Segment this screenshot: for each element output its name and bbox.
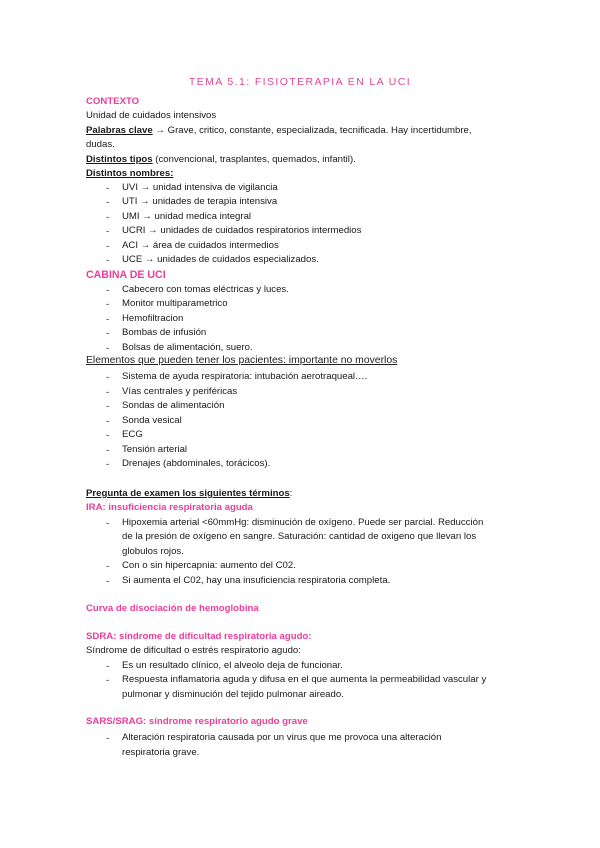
bullet-dash: - bbox=[106, 661, 110, 672]
list-item: Drenajes (abdominales, torácicos). bbox=[122, 458, 271, 469]
bullet-dash: - bbox=[106, 401, 110, 412]
list-item: Monitor multiparametrico bbox=[122, 298, 228, 309]
list-item: Vías centrales y periféricas bbox=[122, 386, 238, 397]
bullet-dash: - bbox=[106, 226, 110, 237]
bullet-dash: - bbox=[106, 733, 110, 744]
distintos-tipos-text: (convencional, trasplantes, quemados, infantil). bbox=[152, 154, 356, 165]
list-item: Si aumenta el C02, hay una insuficiencia respiratoria completa. bbox=[122, 575, 391, 586]
section-heading-sdra: SDRA: síndrome de dificultad respiratoria agudo: bbox=[86, 631, 312, 642]
distintos-tipos-label: Distintos tipos bbox=[86, 154, 153, 165]
bullet-dash: - bbox=[106, 299, 110, 310]
bullet-dash: - bbox=[106, 518, 110, 529]
sdra-line: Síndrome de dificultad o estrés respiratorio agudo: bbox=[86, 645, 301, 656]
list-item: Con o sin hipercapnia: aumento del C02. bbox=[122, 560, 296, 571]
list-item: ACI → área de cuidados intermedios bbox=[122, 240, 279, 251]
list-item: Bolsas de alimentación, suero. bbox=[122, 342, 253, 353]
section-heading-sars: SARS/SRAG: síndrome respiratorio agudo grave bbox=[86, 716, 308, 727]
list-item: UVI → unidad intensiva de vigilancia bbox=[122, 182, 278, 193]
palabras-clave-label: Palabras clave bbox=[86, 125, 153, 136]
bullet-dash: - bbox=[106, 212, 110, 223]
list-item: UCE → unidades de cuidados especializados. bbox=[122, 254, 319, 265]
list-item: Sonda vesical bbox=[122, 415, 182, 426]
palabras-clave-cont: dudas. bbox=[86, 139, 115, 150]
list-item: Hemofiltracion bbox=[122, 313, 184, 324]
pregunta-line bbox=[86, 488, 292, 500]
list-item: ECG bbox=[122, 429, 143, 440]
bullet-dash: - bbox=[106, 576, 110, 587]
list-item: UCRI → unidades de cuidados respiratorios intermedios bbox=[122, 225, 362, 236]
distintos-nombres-label: Distintos nombres: bbox=[86, 168, 174, 179]
distintos-tipos-line bbox=[86, 154, 356, 166]
bullet-dash: - bbox=[106, 197, 110, 208]
list-item: Tensión arterial bbox=[122, 444, 188, 455]
list-item: Sistema de ayuda respiratoria: intubación aerotraqueal…. bbox=[122, 371, 368, 382]
list-item-cont: de la presión de oxígeno en sangre. Saturación: cantidad de oxigeno que llevan los bbox=[122, 531, 477, 542]
section-heading-contexto: CONTEXTO bbox=[86, 96, 140, 107]
bullet-dash: - bbox=[106, 372, 110, 383]
section-heading-curva: Curva de disociación de hemoglobina bbox=[86, 603, 259, 614]
bullet-dash: - bbox=[106, 343, 110, 354]
list-item: Cabecero con tomas eléctricas y luces. bbox=[122, 284, 289, 295]
list-item: Respuesta inflamatoria aguda y difusa en el que aumenta la permeabilidad vascular y bbox=[122, 674, 487, 685]
bullet-dash: - bbox=[106, 328, 110, 339]
bullet-dash: - bbox=[106, 285, 110, 296]
bullet-dash: - bbox=[106, 314, 110, 325]
list-item: Bombas de infusión bbox=[122, 327, 207, 338]
list-item: Es un resultado clínico, el alveolo deja de funcionar. bbox=[122, 660, 343, 671]
section-heading-cabina: CABINA DE UCI bbox=[86, 269, 166, 281]
contexto-line: Unidad de cuidados intensivos bbox=[86, 110, 217, 121]
section-heading-elementos: Elementos que pueden tener los pacientes: importante no moverlos bbox=[86, 355, 398, 366]
list-item-cont: pulmonar y disminución del tejido pulmonar aireado. bbox=[122, 689, 344, 700]
list-item: UTI → unidades de terapia intensiva bbox=[122, 196, 278, 207]
bullet-dash: - bbox=[106, 255, 110, 266]
list-item: Alteración respiratoria causada por un virus que me provoca una alteración bbox=[122, 732, 442, 743]
bullet-dash: - bbox=[106, 416, 110, 427]
bullet-dash: - bbox=[106, 387, 110, 398]
section-heading-ira: IRA: insuficiencia respiratoria aguda bbox=[86, 502, 253, 513]
list-item: Sondas de alimentación bbox=[122, 400, 225, 411]
list-item-cont: globulos rojos. bbox=[122, 546, 184, 557]
bullet-dash: - bbox=[106, 561, 110, 572]
palabras-clave-text: → Grave, critico, constante, especializada, tecnificada. Hay incertidumbre, bbox=[152, 125, 472, 136]
bullet-dash: - bbox=[106, 183, 110, 194]
bullet-dash: - bbox=[106, 445, 110, 456]
bullet-dash: - bbox=[106, 241, 110, 252]
bullet-dash: - bbox=[106, 675, 110, 686]
bullet-dash: - bbox=[106, 430, 110, 441]
page-title: TEMA 5.1: FISIOTERAPIA EN LA UCI bbox=[188, 76, 412, 88]
list-item: Hipoxemia arterial <60mmHg: disminución de oxígeno. Puede ser parcial. Reducción bbox=[122, 517, 484, 528]
pregunta-colon: : bbox=[289, 488, 293, 499]
list-item-cont: respiratoria grave. bbox=[122, 747, 200, 758]
list-item: UMI → unidad medica integral bbox=[122, 211, 252, 222]
pregunta-label: Pregunta de examen los siguientes términos bbox=[86, 488, 290, 499]
palabras-clave-line bbox=[86, 125, 472, 137]
bullet-dash: - bbox=[106, 459, 110, 470]
